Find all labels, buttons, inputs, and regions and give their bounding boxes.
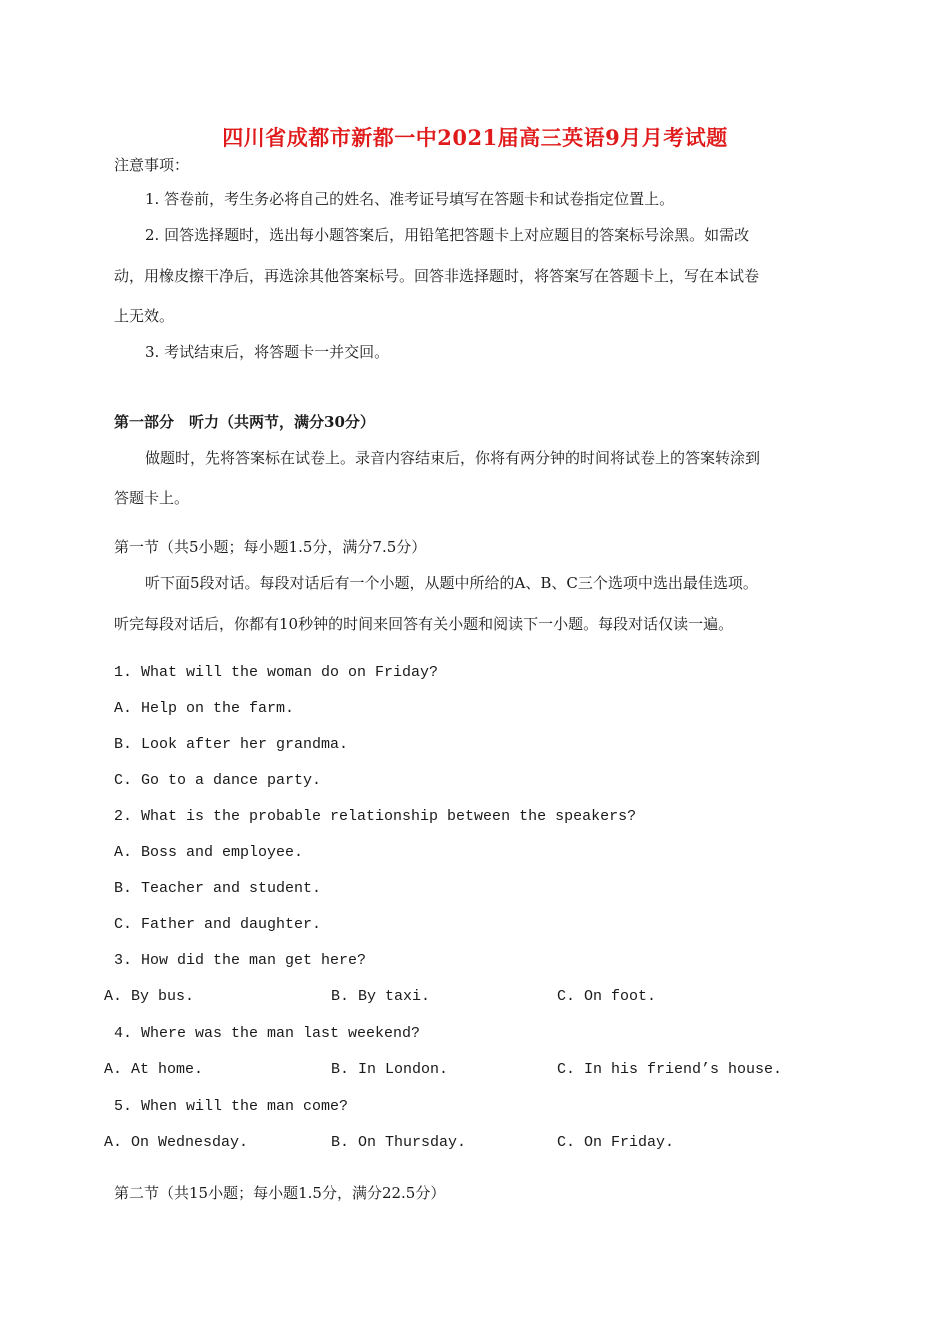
part1-heading: 第一部分 听力（共两节，满分30分） [114, 413, 375, 431]
part1-instruction-line1: 做题时，先将答案标在试卷上。录音内容结束后，你将有两分钟的时间将试卷上的答案转涂到 [145, 449, 761, 467]
notice-item-2-cont: 动，用橡皮擦干净后，再选涂其他答案标号。回答非选择题时，将答案写在答题卡上，写在本试卷 [114, 267, 760, 285]
part1-instruction-line2: 答题卡上。 [114, 489, 190, 507]
question-1-option-c: C. Go to a dance party. [114, 772, 322, 789]
document-title: 四川省成都市新都一中2021届高三英语9月月考试题 [222, 125, 728, 150]
notice-item-2-end: 上无效。 [114, 307, 175, 325]
question-2-option-b: B. Teacher and student. [114, 880, 322, 897]
question-2-stem: 2. What is the probable relationship between the speakers? [114, 808, 637, 825]
question-2-option-c: C. Father and daughter. [114, 916, 322, 933]
notice-heading: 注意事项： [114, 156, 190, 174]
section1-instruction-line1: 听下面5段对话。每段对话后有一个小题，从题中所给的A、B、C三个选项中选出最佳选项。 [145, 574, 758, 592]
notice-item-2: 2. 回答选择题时，选出每小题答案后，用铅笔把答题卡上对应题目的答案标号涂黑。如需改 [145, 226, 750, 244]
question-1-stem: 1. What will the woman do on Friday? [114, 664, 439, 681]
notice-item-3: 3. 考试结束后，将答题卡一并交回。 [145, 343, 390, 361]
question-4-option-b: B. In London. [331, 1061, 449, 1078]
question-5-stem: 5. When will the man come? [114, 1098, 349, 1115]
question-5-option-b: B. On Thursday. [331, 1134, 467, 1151]
question-4-option-c: C. In his friend’s house. [557, 1061, 783, 1078]
notice-item-1: 1. 答卷前，考生务必将自己的姓名、准考证号填写在答题卡和试卷指定位置上。 [145, 190, 675, 208]
question-2-option-a: A. Boss and employee. [114, 844, 304, 861]
question-4-stem: 4. Where was the man last weekend? [114, 1025, 421, 1042]
section1-instruction-line2: 听完每段对话后，你都有10秒钟的时间来回答有关小题和阅读下一小题。每段对话仅读一遍。 [114, 615, 734, 633]
section1-heading: 第一节（共5小题；每小题1.5分，满分7.5分） [114, 538, 427, 556]
question-3-stem: 3. How did the man get here? [114, 952, 367, 969]
question-3-option-b: B. By taxi. [331, 988, 431, 1005]
section2-heading: 第二节（共15小题；每小题1.5分，满分22.5分） [114, 1184, 446, 1202]
question-1-option-a: A. Help on the farm. [114, 700, 295, 717]
question-5-option-a: A. On Wednesday. [104, 1134, 249, 1151]
question-1-option-b: B. Look after her grandma. [114, 736, 349, 753]
question-4-option-a: A. At home. [104, 1061, 204, 1078]
question-5-option-c: C. On Friday. [557, 1134, 675, 1151]
question-3-option-a: A. By bus. [104, 988, 195, 1005]
question-3-option-c: C. On foot. [557, 988, 657, 1005]
